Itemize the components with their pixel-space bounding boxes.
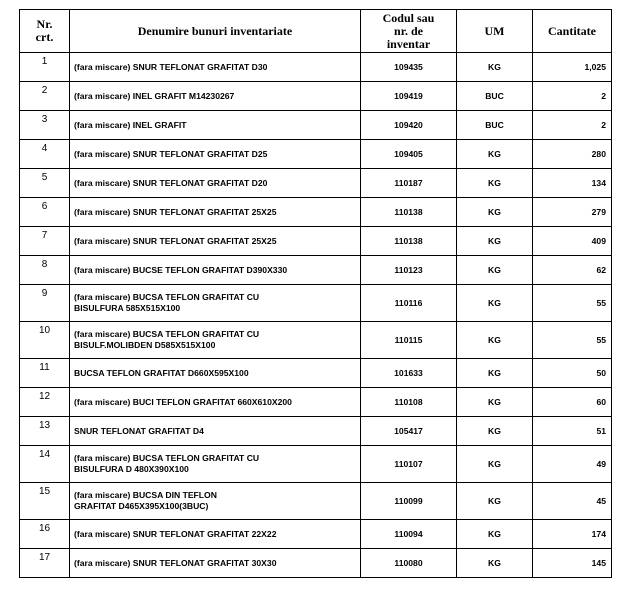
unit-of-measure: KG xyxy=(457,520,533,549)
item-name-line: (fara miscare) SNUR TEFLONAT GRAFITAT 25X25 xyxy=(74,235,277,246)
item-name-line: (fara miscare) SNUR TEFLONAT GRAFITAT D30 xyxy=(74,61,268,72)
table-row xyxy=(20,388,612,417)
item-name xyxy=(70,140,361,169)
table-row xyxy=(20,140,612,169)
unit-of-measure: KG xyxy=(457,417,533,446)
unit-of-measure: KG xyxy=(457,388,533,417)
header-cantitate: Cantitate xyxy=(533,10,612,53)
item-name-line: (fara miscare) INEL GRAFIT xyxy=(74,119,187,130)
unit-of-measure: KG xyxy=(457,140,533,169)
inventory-code: 110094 xyxy=(361,520,457,549)
item-name-line: BISULFURA D 480X390X100 xyxy=(74,464,189,474)
table-row xyxy=(20,446,612,483)
table-row xyxy=(20,53,612,82)
inventory-code: 110187 xyxy=(361,169,457,198)
quantity: 409 xyxy=(533,227,612,256)
item-name-line: (fara miscare) SNUR TEFLONAT GRAFITAT 25X25 xyxy=(74,206,277,217)
row-number: 9 xyxy=(20,285,70,322)
row-number: 5 xyxy=(20,169,70,198)
item-name-line: (fara miscare) SNUR TEFLONAT GRAFITAT D25 xyxy=(74,148,268,159)
table-row xyxy=(20,285,612,322)
item-name xyxy=(70,520,361,549)
quantity: 50 xyxy=(533,359,612,388)
table-header-row xyxy=(20,10,612,53)
item-name-line: (fara miscare) BUCSA TEFLON GRAFITAT CU xyxy=(74,453,260,463)
inventory-code: 109419 xyxy=(361,82,457,111)
inventory-code: 110080 xyxy=(361,549,457,578)
inventory-code: 110123 xyxy=(361,256,457,285)
inventory-code: 110116 xyxy=(361,285,457,322)
row-number: 2 xyxy=(20,82,70,111)
quantity: 49 xyxy=(533,446,612,483)
unit-of-measure: KG xyxy=(457,549,533,578)
item-name xyxy=(70,322,361,359)
unit-of-measure: KG xyxy=(457,227,533,256)
item-name-line: BISULFURA 585X515X100 xyxy=(74,303,181,313)
quantity: 55 xyxy=(533,285,612,322)
quantity: 45 xyxy=(533,483,612,520)
inventory-code: 110107 xyxy=(361,446,457,483)
unit-of-measure: KG xyxy=(457,53,533,82)
row-number: 17 xyxy=(20,549,70,578)
item-name xyxy=(70,256,361,285)
inventory-code: 110138 xyxy=(361,198,457,227)
unit-of-measure: KG xyxy=(457,483,533,520)
item-name xyxy=(70,446,361,483)
item-name xyxy=(70,359,361,388)
inventory-sheet xyxy=(19,9,611,578)
inventory-code: 109420 xyxy=(361,111,457,140)
quantity: 62 xyxy=(533,256,612,285)
item-name-line: BUCSA TEFLON GRAFITAT D660X595X100 xyxy=(74,367,249,378)
row-number: 10 xyxy=(20,322,70,359)
inventory-table xyxy=(19,9,612,578)
inventory-code: 105417 xyxy=(361,417,457,446)
item-name-line: (fara miscare) INEL GRAFIT M14230267 xyxy=(74,90,235,101)
header-nr-line: Nr. xyxy=(36,17,53,31)
inventory-code: 110099 xyxy=(361,483,457,520)
inventory-code: 101633 xyxy=(361,359,457,388)
table-row xyxy=(20,520,612,549)
quantity: 60 xyxy=(533,388,612,417)
quantity: 174 xyxy=(533,520,612,549)
unit-of-measure: KG xyxy=(457,359,533,388)
inventory-code: 110115 xyxy=(361,322,457,359)
table-row xyxy=(20,169,612,198)
item-name-line: (fara miscare) BUCSE TEFLON GRAFITAT D390X330 xyxy=(74,264,288,275)
item-name xyxy=(70,111,361,140)
row-number: 14 xyxy=(20,446,70,483)
inventory-code: 109435 xyxy=(361,53,457,82)
item-name-line: (fara miscare) BUCSA DIN TEFLON xyxy=(74,490,217,500)
row-number: 4 xyxy=(20,140,70,169)
table-row xyxy=(20,256,612,285)
quantity: 55 xyxy=(533,322,612,359)
item-name-line: (fara miscare) SNUR TEFLONAT GRAFITAT 22X22 xyxy=(74,528,277,539)
inventory-code: 110138 xyxy=(361,227,457,256)
item-name xyxy=(70,417,361,446)
table-row xyxy=(20,549,612,578)
unit-of-measure: KG xyxy=(457,169,533,198)
item-name xyxy=(70,82,361,111)
header-cod-line-2: nr. de xyxy=(394,23,423,38)
item-name xyxy=(70,198,361,227)
quantity: 2 xyxy=(533,111,612,140)
header-denumire: Denumire bunuri inventariate xyxy=(70,10,361,53)
table-row xyxy=(20,227,612,256)
unit-of-measure: KG xyxy=(457,256,533,285)
row-number: 8 xyxy=(20,256,70,285)
quantity: 279 xyxy=(533,198,612,227)
row-number: 16 xyxy=(20,520,70,549)
row-number: 6 xyxy=(20,198,70,227)
quantity: 2 xyxy=(533,82,612,111)
header-nr-crt xyxy=(20,10,70,53)
item-name xyxy=(70,285,361,322)
row-number: 7 xyxy=(20,227,70,256)
table-row xyxy=(20,198,612,227)
table-body xyxy=(20,53,612,578)
item-name-line: (fara miscare) BUCI TEFLON GRAFITAT 660X610X200 xyxy=(74,396,292,407)
header-cod-line-3: inventar xyxy=(386,36,431,51)
item-name xyxy=(70,227,361,256)
unit-of-measure: KG xyxy=(457,285,533,322)
row-number: 11 xyxy=(20,359,70,388)
header-um: UM xyxy=(457,10,533,53)
quantity: 51 xyxy=(533,417,612,446)
unit-of-measure: KG xyxy=(457,198,533,227)
inventory-code: 110108 xyxy=(361,388,457,417)
table-row xyxy=(20,417,612,446)
item-name xyxy=(70,388,361,417)
item-name-line: BISULF.MOLIBDEN D585X515X100 xyxy=(74,340,216,350)
header-cod xyxy=(361,10,457,53)
unit-of-measure: KG xyxy=(457,322,533,359)
item-name xyxy=(70,483,361,520)
quantity: 134 xyxy=(533,169,612,198)
quantity: 280 xyxy=(533,140,612,169)
item-name xyxy=(70,169,361,198)
table-row xyxy=(20,82,612,111)
unit-of-measure: KG xyxy=(457,446,533,483)
header-crt-line: crt. xyxy=(35,30,54,44)
item-name-line: (fara miscare) SNUR TEFLONAT GRAFITAT 30X30 xyxy=(74,557,277,568)
table-row xyxy=(20,111,612,140)
unit-of-measure: BUC xyxy=(457,82,533,111)
quantity: 1,025 xyxy=(533,53,612,82)
row-number: 3 xyxy=(20,111,70,140)
table-row xyxy=(20,322,612,359)
table-row xyxy=(20,359,612,388)
item-name xyxy=(70,549,361,578)
item-name-line: (fara miscare) BUCSA TEFLON GRAFITAT CU xyxy=(74,292,260,302)
item-name xyxy=(70,53,361,82)
item-name-line: SNUR TEFLONAT GRAFITAT D4 xyxy=(74,425,204,436)
item-name-line: GRAFITAT D465X395X100(3BUC) xyxy=(74,501,209,511)
item-name-line: (fara miscare) BUCSA TEFLON GRAFITAT CU xyxy=(74,329,260,339)
row-number: 15 xyxy=(20,483,70,520)
header-cod-line-1: Codul sau xyxy=(382,10,435,25)
item-name-line: (fara miscare) SNUR TEFLONAT GRAFITAT D20 xyxy=(74,177,268,188)
row-number: 12 xyxy=(20,388,70,417)
row-number: 13 xyxy=(20,417,70,446)
unit-of-measure: BUC xyxy=(457,111,533,140)
inventory-code: 109405 xyxy=(361,140,457,169)
table-row xyxy=(20,483,612,520)
quantity: 145 xyxy=(533,549,612,578)
row-number: 1 xyxy=(20,53,70,82)
